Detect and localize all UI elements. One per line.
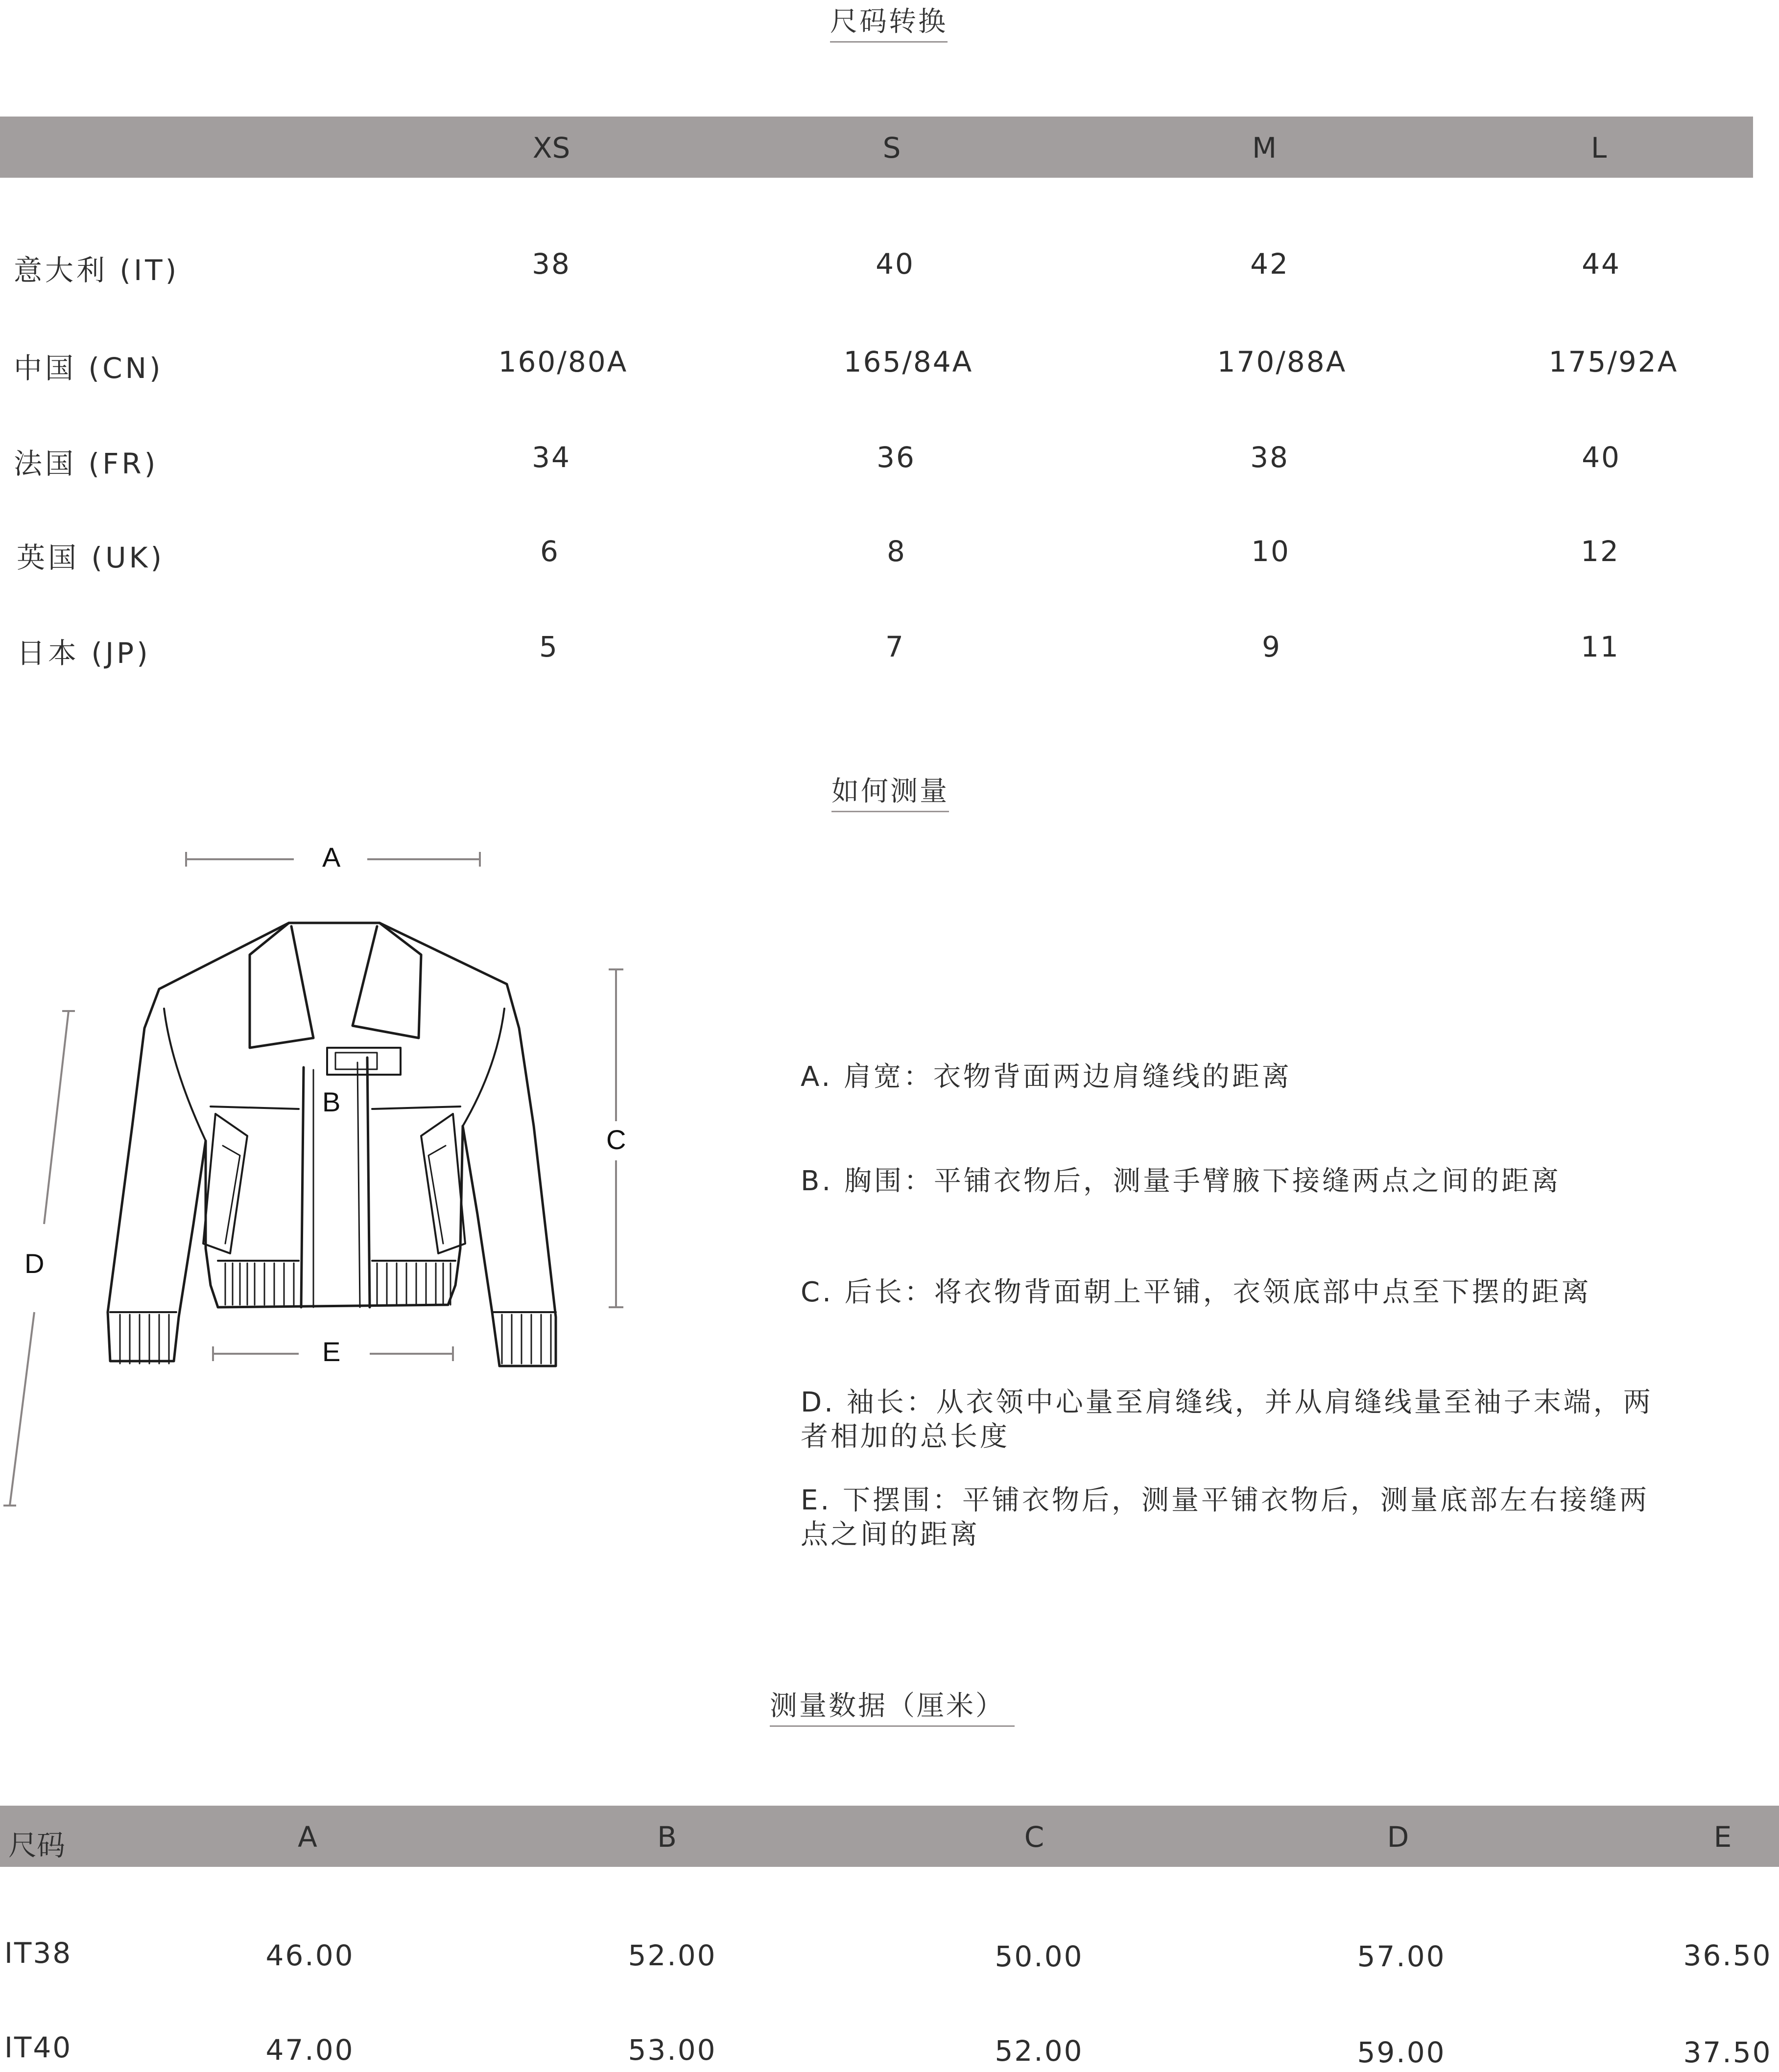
cell-fr-l: 40 xyxy=(1582,441,1621,474)
meas-row-it38-e: 36.50 xyxy=(1683,1939,1772,1972)
measurements-header-bar xyxy=(0,1806,1779,1867)
col-header-m: M xyxy=(1252,131,1277,165)
cell-it-l: 44 xyxy=(1582,247,1621,281)
meas-col-header-size: 尺码 xyxy=(8,1829,66,1862)
how-to-measure-title: 如何测量 xyxy=(831,770,949,812)
meas-row-it38-size: IT38 xyxy=(4,1936,72,1970)
col-header-s: S xyxy=(882,131,901,165)
meas-col-header-e: E xyxy=(1713,1820,1732,1854)
meas-row-it40-c: 52.00 xyxy=(995,2034,1084,2068)
meas-col-header-b: B xyxy=(657,1820,677,1854)
measurements-title: 测量数据（厘米） xyxy=(770,1684,1015,1727)
meas-row-it38-b: 52.00 xyxy=(628,1939,717,1972)
meas-col-header-a: A xyxy=(298,1820,317,1854)
row-label-it: 意大利 (IT) xyxy=(14,254,180,287)
cell-it-xs: 38 xyxy=(532,247,571,281)
meas-row-it38-a: 46.00 xyxy=(265,1939,355,1972)
diagram-label-d: D xyxy=(24,1248,45,1279)
measure-item-a: A. 肩宽：衣物背面两边肩缝线的距离 xyxy=(801,1061,1292,1093)
measure-item-b: B. 胸围：平铺衣物后，测量手臂腋下接缝两点之间的距离 xyxy=(801,1165,1562,1197)
cell-it-s: 40 xyxy=(876,247,915,281)
cell-uk-m: 10 xyxy=(1251,535,1290,568)
col-header-xs: XS xyxy=(532,131,570,165)
meas-row-it40-size: IT40 xyxy=(4,2031,72,2064)
cell-fr-s: 36 xyxy=(877,441,916,474)
meas-row-it40-b: 53.00 xyxy=(628,2033,717,2067)
diagram-label-c: C xyxy=(606,1124,626,1155)
cell-fr-m: 38 xyxy=(1250,441,1289,474)
meas-row-it38-c: 50.00 xyxy=(995,1940,1084,1973)
size-conversion-title: 尺码转换 xyxy=(830,0,948,43)
size-conversion-header-bar xyxy=(0,117,1753,178)
measure-item-d: D. 袖长：从衣领中心量至肩缝线，并从肩缝线量至袖子末端，两者相加的总长度 xyxy=(801,1387,1653,1453)
cell-uk-s: 8 xyxy=(887,535,906,568)
meas-row-it40-e: 37.50 xyxy=(1683,2036,1772,2069)
row-label-uk: 英国 (UK) xyxy=(17,541,165,574)
measure-item-e: E. 下摆围：平铺衣物后，测量平铺衣物后，测量底部左右接缝两点之间的距离 xyxy=(801,1484,1649,1551)
cell-uk-l: 12 xyxy=(1581,535,1620,568)
row-label-jp: 日本 (JP) xyxy=(17,636,151,670)
cell-jp-s: 7 xyxy=(885,630,905,663)
diagram-label-a: A xyxy=(322,842,341,872)
cell-it-m: 42 xyxy=(1250,247,1289,281)
diagram-label-b: B xyxy=(322,1086,341,1117)
cell-jp-xs: 5 xyxy=(539,630,559,663)
row-label-fr: 法国 (FR) xyxy=(14,447,159,480)
cell-jp-m: 9 xyxy=(1262,630,1281,663)
row-label-cn: 中国 (CN) xyxy=(14,352,164,385)
cell-uk-xs: 6 xyxy=(540,535,560,568)
meas-row-it40-a: 47.00 xyxy=(265,2033,355,2067)
jacket-measurement-diagram xyxy=(0,823,646,1547)
cell-cn-m: 170/88A xyxy=(1217,345,1347,378)
meas-row-it38-d: 57.00 xyxy=(1357,1940,1446,1973)
meas-row-it40-d: 59.00 xyxy=(1357,2036,1446,2069)
col-header-l: L xyxy=(1590,131,1607,165)
meas-col-header-d: D xyxy=(1387,1820,1409,1854)
measure-item-c: C. 后长：将衣物背面朝上平铺，衣领底部中点至下摆的距离 xyxy=(801,1276,1591,1308)
cell-cn-l: 175/92A xyxy=(1548,345,1679,378)
meas-col-header-c: C xyxy=(1024,1820,1044,1854)
cell-jp-l: 11 xyxy=(1581,630,1620,663)
cell-fr-xs: 34 xyxy=(532,441,571,474)
diagram-label-e: E xyxy=(322,1336,341,1367)
cell-cn-s: 165/84A xyxy=(843,345,973,378)
cell-cn-xs: 160/80A xyxy=(498,345,628,378)
